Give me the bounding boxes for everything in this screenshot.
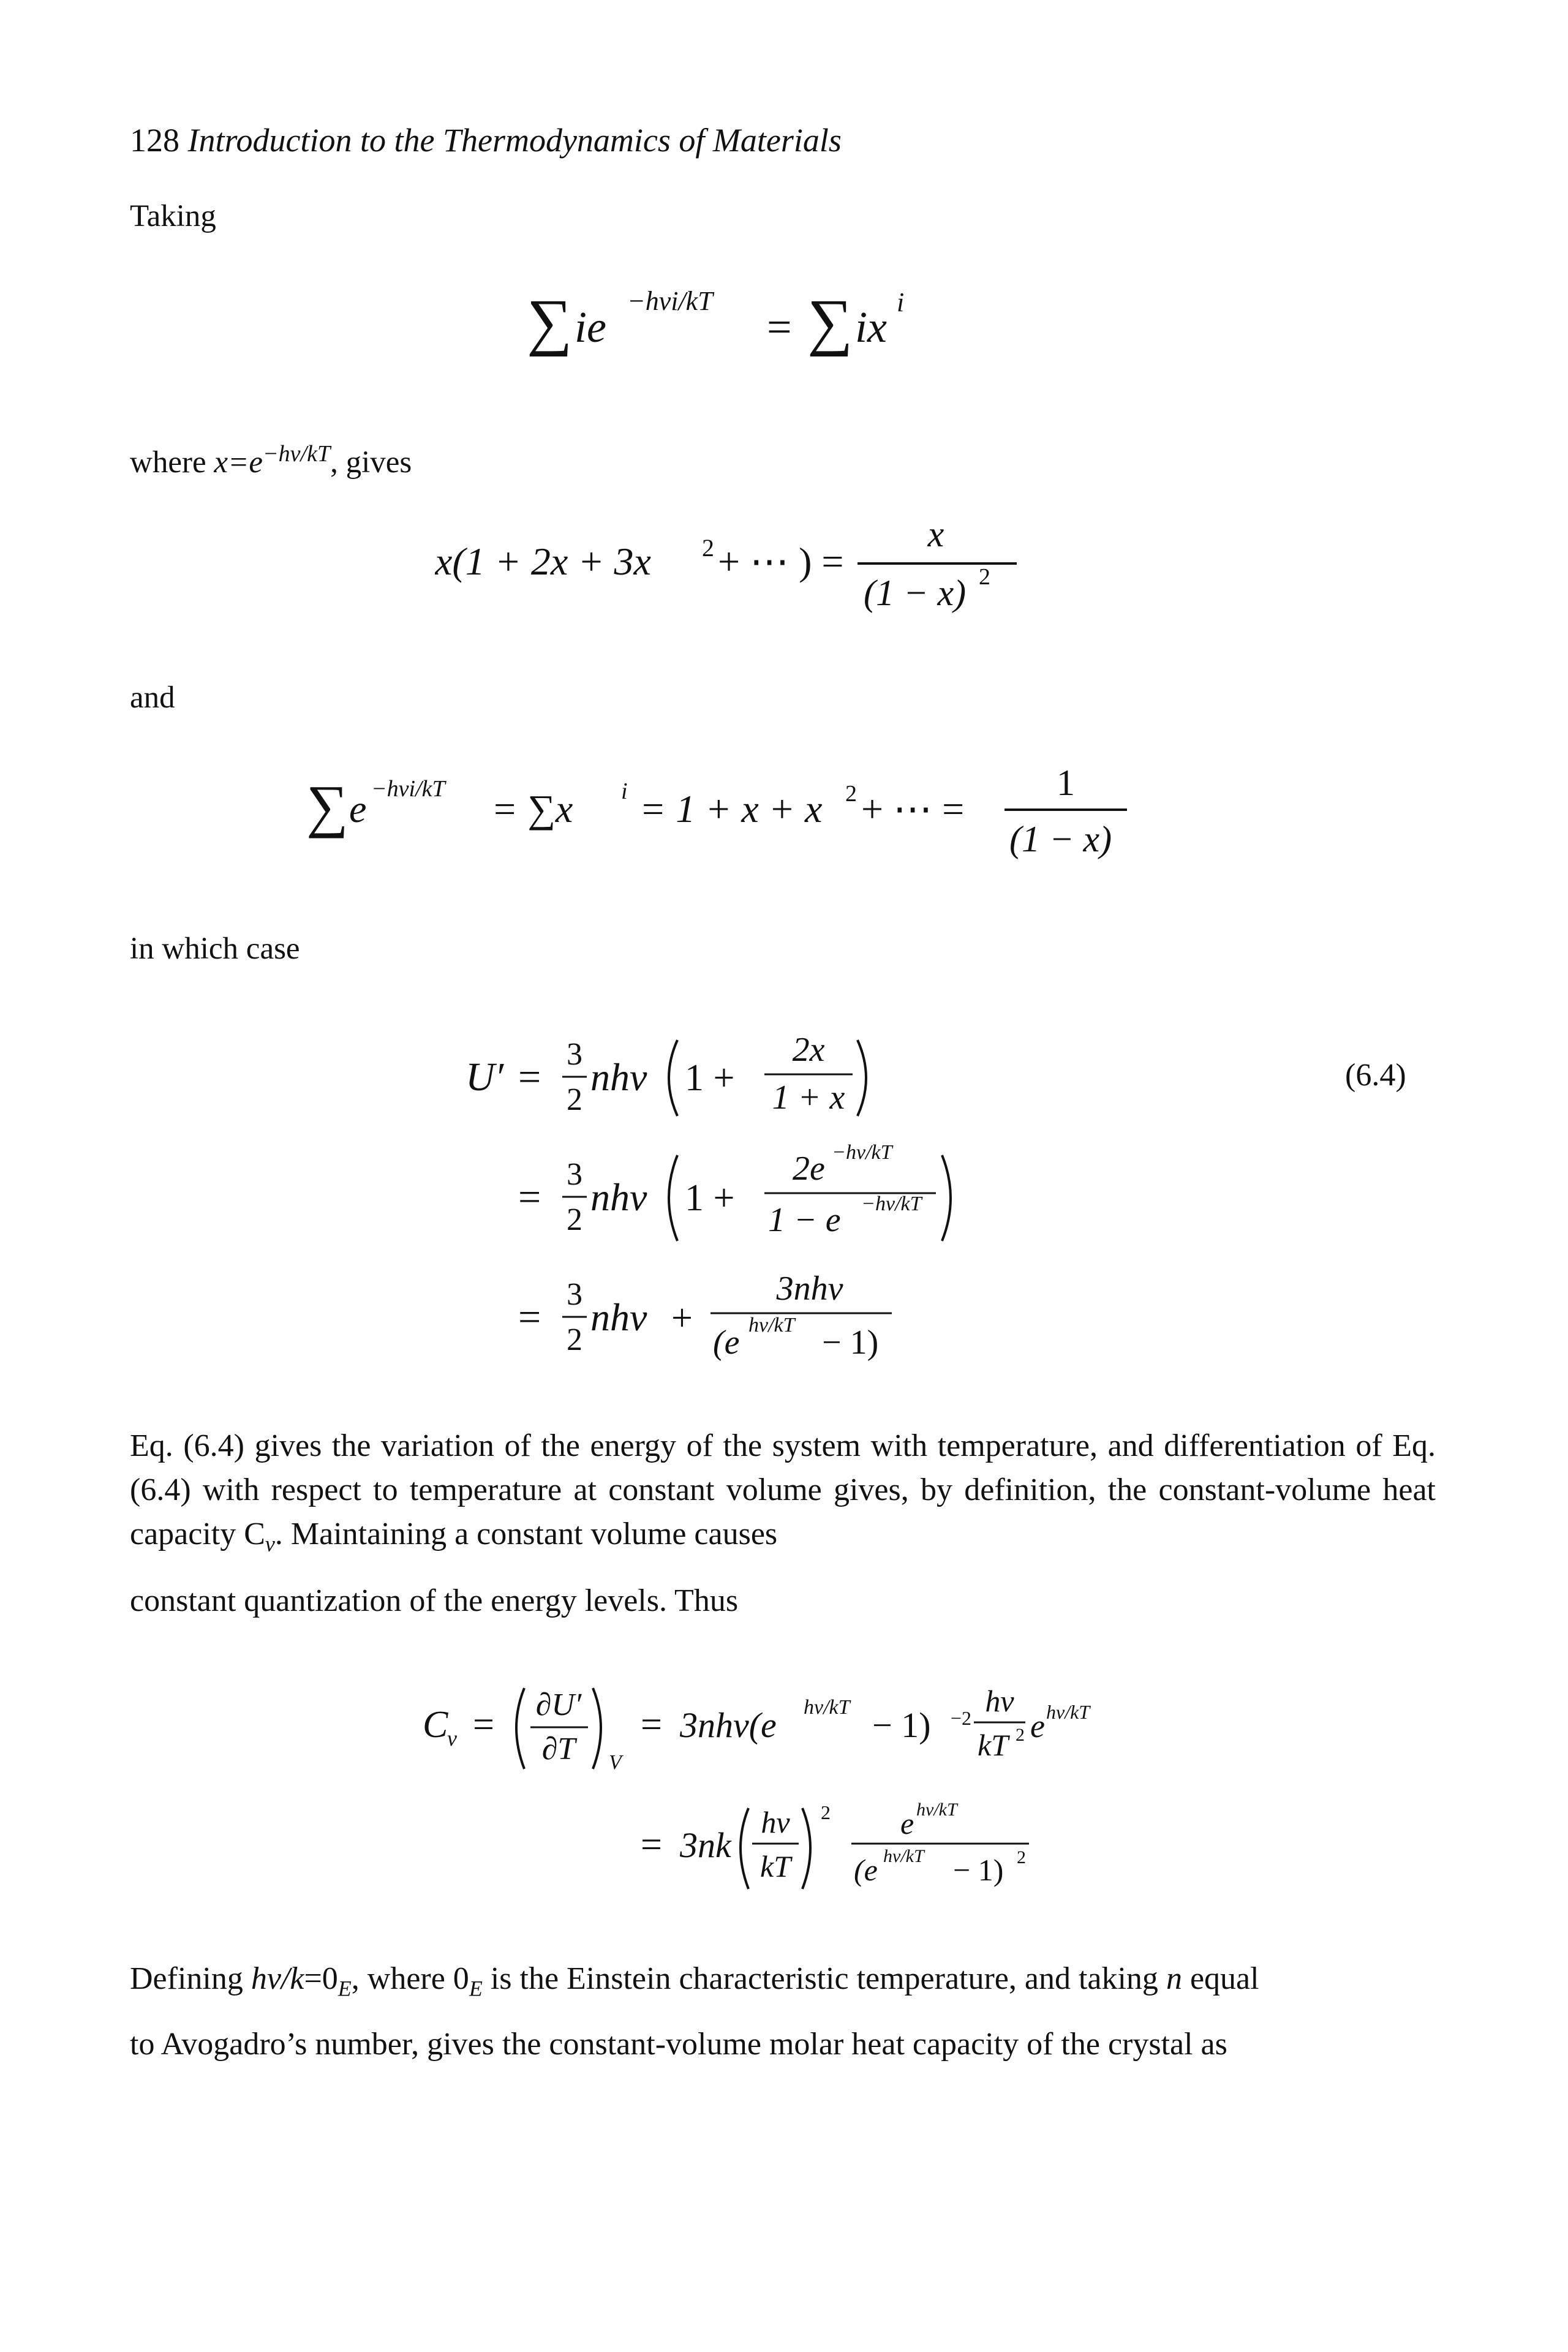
eq-series-num: x [927,514,944,554]
paragraph-2 [130,1957,1441,2067]
cv-rhs2-num-exp: hν/kT [916,1800,957,1820]
eq-series-den-sq: 2 [979,564,990,590]
cv-partial-den: ∂T [541,1732,576,1766]
eq64-frac3-den-b: − 1) [822,1324,879,1362]
eq64-eq2: = [518,1175,541,1219]
page-number: 128 [130,122,179,159]
eq-sum-equals: = [767,303,792,352]
para2-eq: =0 [304,1961,338,1996]
para2-c: is the Einstein characteristic temperature, and taking [482,1961,1166,1996]
cv-rhs1-e-exp: hν/kT [1046,1701,1090,1723]
eq64-oneplus-2: 1 + [685,1177,735,1219]
eq64-oneplus-1: 1 + [685,1057,735,1099]
eq64-frac2-num: 2e [793,1150,825,1188]
eq-geom-mid-exp: i [621,778,628,804]
cv-rhs2-den-a: (e [854,1853,878,1887]
eq64-frac2-den: 1 − e [768,1201,841,1239]
book-title: Introduction to the Thermodynamics of Materials [187,122,842,159]
paragraph-1 [130,1424,1436,1623]
cv-rhs1-pow: −2 [951,1707,972,1729]
cv-rhs2-den-sq: 2 [1017,1847,1026,1868]
eq64-frac1-den: 1 + x [772,1079,845,1117]
cv-paren-left [516,1688,524,1769]
para1-sub: v [265,1531,275,1556]
eq64-paren-left-2 [669,1155,677,1241]
eq64-three-2: 3 [567,1157,582,1192]
para1-text: Eq. (6.4) gives the variation of the energy of the system with temperature, and differentiation of Eq. (6.4) with respect to temperature at constant volume gives, by definition, the constant-volume heat capacity C [130,1428,1436,1551]
cv-rhs2-den-exp: hν/kT [883,1846,924,1866]
eq-series-lhs-sq: 2 [702,534,714,562]
eq64-frac2-num-exp: −hν/kT [832,1141,892,1164]
eq64-frac2-den-exp: −hν/kT [861,1193,922,1215]
para2-n: n [1166,1961,1182,1996]
eq-series-lhs: x(1 + 2x + 3x [435,540,651,583]
para1-last-line: constant quantization of the energy levels. Thus [130,1583,739,1619]
text-and: and [130,680,175,715]
cv-lhs-sub: v [447,1726,457,1751]
eq64-nhv-2: nhν [590,1175,647,1219]
para2-sub2: E [469,1976,483,2001]
eq-geom-sigma: ∑ [306,773,349,839]
cv-rhs1-exp: hν/kT [804,1696,850,1719]
para2-hvk: hν/k [251,1961,304,1996]
cv-rhs2-fnum: hν [761,1805,790,1839]
eq64-nhv-3: nhν [590,1295,647,1339]
sigma-symbol: ∑ [527,287,573,357]
para2-b: , where 0 [351,1961,469,1996]
eq64-frac1-num: 2x [792,1031,825,1069]
text-in-which-case: in which case [130,932,300,966]
equation-sum [527,270,992,368]
cv-lhs: C [423,1704,448,1746]
eq-geom-lhs: e [349,787,367,831]
para2-sub: E [337,1976,352,2001]
where-suffix: , gives [330,445,412,480]
cv-rhs2-paren-left [741,1808,748,1889]
cv-eq1: = [473,1704,494,1746]
eq64-nhv-1: nhν [590,1055,647,1099]
cv-eq2: = [641,1704,662,1746]
page-header [130,121,842,159]
eq64-plus: + [671,1297,693,1339]
eq-geom-series-sq: 2 [845,781,857,807]
cv-rhs2-sq: 2 [821,1801,831,1823]
eq-sum-rhs-exp: i [897,287,905,317]
eq-sum-rhs: ix [855,303,887,352]
eq64-eq3: = [518,1295,541,1340]
eq64-paren-right-2 [942,1155,951,1241]
para1-cont: . Maintaining a constant volume causes [274,1517,778,1551]
where-prefix: where [130,445,214,480]
cv-rhs1-a: 3nhν(e [680,1705,777,1745]
sigma-symbol-2: ∑ [807,287,853,357]
cv-rhs1-b: − 1) [872,1705,931,1745]
equation-series [435,508,1047,619]
eq64-frac3-num: 3nhν [776,1270,843,1308]
cv-rhs2-fden: kT [760,1849,791,1883]
eq-geom-num: 1 [1057,763,1075,803]
text-where [130,432,412,484]
eq-series-lhs-end: + ⋯ ) = [718,540,844,583]
eq-sum-lhs-exp: −hνi/kT [627,286,713,316]
eq-geom-series-end: + ⋯ = [861,787,965,831]
cv-rhs1-fden-sq: 2 [1016,1725,1025,1745]
eq-series-den: (1 − x) [864,573,967,613]
eq-geom-lhs-exp: −hνi/kT [371,776,445,802]
para2-d: equal [1182,1961,1259,1996]
eq64-two-2: 2 [567,1202,582,1237]
eq-geom-mid: = ∑x [491,787,573,831]
cv-rhs1-e: e [1030,1708,1045,1744]
cv-eq3: = [641,1824,662,1866]
cv-rhs2-den-b: − 1) [953,1853,1004,1887]
equation-number: (6.4) [1345,1058,1406,1093]
text-taking: Taking [130,199,216,233]
cv-rhs1-fden: kT [978,1728,1008,1762]
eq64-two-3: 2 [567,1322,582,1357]
cv-partial-num: ∂U′ [535,1687,582,1722]
eq64-paren-left-1 [669,1040,677,1116]
cv-rhs2-a: 3nk [680,1825,731,1865]
eq64-frac3-den-a: (e [713,1324,740,1362]
eq64-frac3-den-exp: hν/kT [748,1314,795,1336]
where-exp: −hν/kT [263,441,331,467]
eq64-three-3: 3 [567,1277,582,1312]
cv-rhs1-fnum: hν [985,1684,1014,1718]
where-var: x=e [214,445,263,480]
eq-sum-lhs: ie [575,303,606,352]
cv-rhs2-paren-right [802,1808,810,1889]
para2-last-line: to Avogadro’s number, gives the constant-volume molar heat capacity of the crystal as [130,2027,1227,2062]
eq-geom-den: (1 − x) [1009,819,1112,859]
para2-a: Defining [130,1961,251,1996]
cv-partial-sub: V [609,1751,622,1774]
cv-paren-right [593,1688,601,1769]
cv-rhs2-num: e [900,1806,914,1841]
equation-geometric [306,753,1164,864]
eq64-three-1: 3 [567,1037,582,1072]
eq64-eq1: = [518,1055,541,1099]
equation-heat-capacity [423,1666,1145,1899]
eq64-paren-right-1 [858,1040,866,1116]
eq64-two-1: 2 [567,1082,582,1117]
eq-geom-series: = 1 + x + x [639,787,823,831]
equation-6-4 [466,1005,1017,1396]
eq64-lhs: U′ [466,1055,504,1099]
